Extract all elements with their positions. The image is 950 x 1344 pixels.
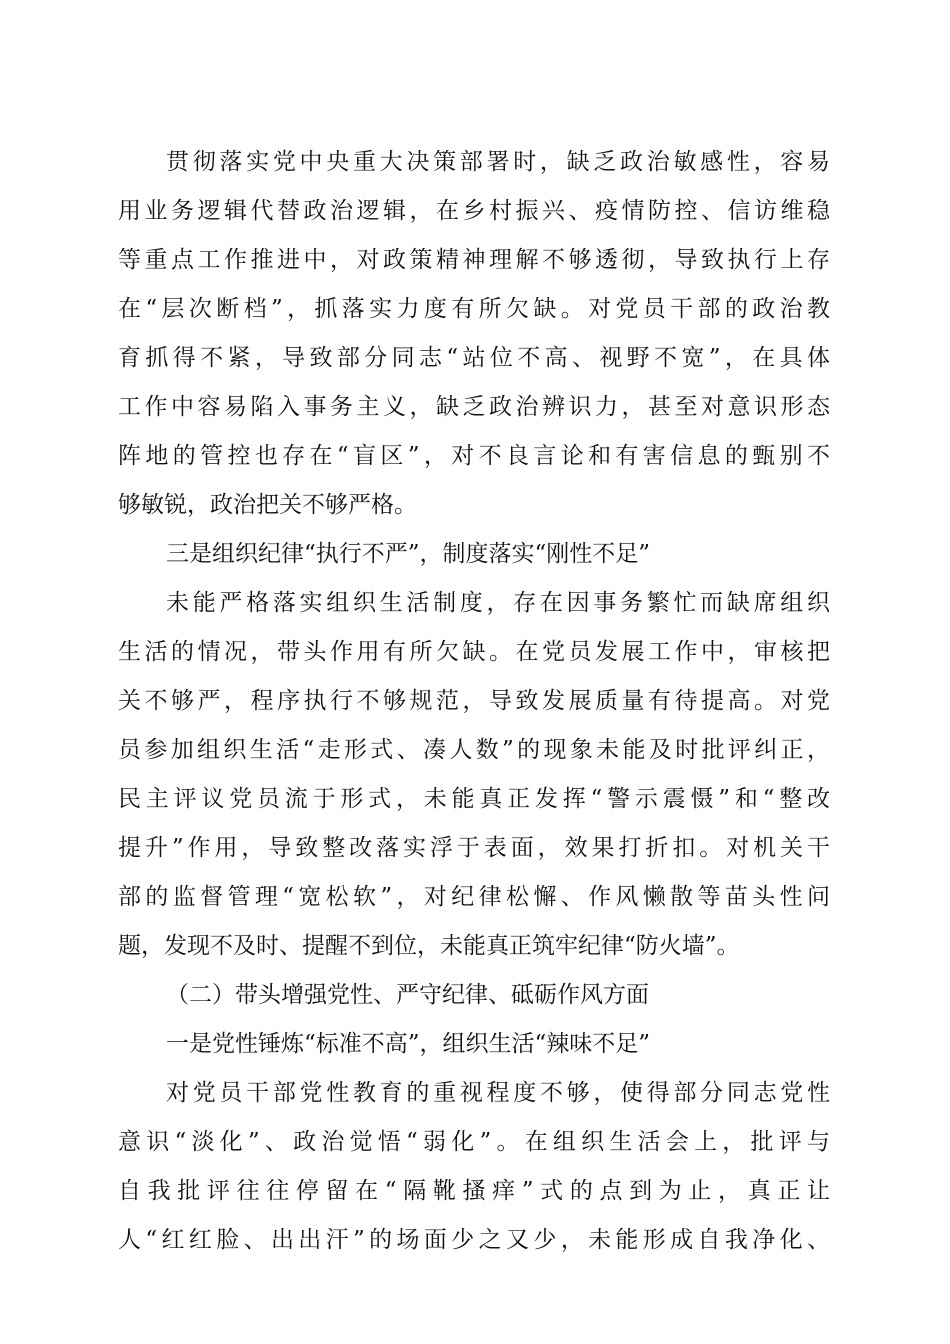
text-line: 三是组织纪律“执行不严”，制度落实“刚性不足” — [166, 541, 651, 567]
text-line: 阵地的管控也存在“盲区”，对不良言论和有害信息的甄别不 — [118, 443, 830, 469]
text-line: 在“层次断档”，抓落实力度有所欠缺。对党员干部的政治教 — [118, 296, 830, 322]
text-line: 民主评议党员流于形式，未能真正发挥“警示震慑”和“整改 — [118, 786, 830, 812]
text-line: 题，发现不及时、提醒不到位，未能真正筑牢纪律“防火墙”。 — [118, 933, 740, 959]
text-line: 用业务逻辑代替政治逻辑，在乡村振兴、疫情防控、信访维稳 — [118, 198, 830, 224]
text-line: 未能严格落实组织生活制度，存在因事务繁忙而缺席组织 — [166, 590, 830, 616]
text-line: 对党员干部党性教育的重视程度不够，使得部分同志党性 — [166, 1080, 830, 1106]
text-line: 够敏锐，政治把关不够严格。 — [118, 492, 417, 518]
section-heading — [118, 971, 830, 1020]
paragraph — [118, 138, 830, 530]
text-line: 员参加组织生活“走形式、凑人数”的现象未能及时批评纠正， — [118, 737, 830, 763]
text-line: 贯彻落实党中央重大决策部署时，缺乏政治敏感性，容易 — [166, 149, 830, 175]
text-line: 等重点工作推进中，对政策精神理解不够透彻，导致执行上存 — [118, 247, 830, 273]
text-line: 意识“淡化”、政治觉悟“弱化”。在组织生活会上，批评与 — [118, 1129, 830, 1155]
text-line: 工作中容易陷入事务主义，缺乏政治辨识力，甚至对意识形态 — [118, 394, 830, 420]
text-line: 提升”作用，导致整改落实浮于表面，效果打折扣。对机关干 — [118, 835, 830, 861]
text-line: 人“红红脸、出出汗”的场面少之又少，未能形成自我净化、 — [118, 1227, 830, 1253]
section-heading — [118, 530, 830, 579]
text-line: 育抓得不紧，导致部分同志“站位不高、视野不宽”，在具体 — [118, 345, 830, 371]
text-line: 生活的情况，带头作用有所欠缺。在党员发展工作中，审核把 — [118, 639, 830, 665]
text-line: 关不够严，程序执行不够规范，导致发展质量有待提高。对党 — [118, 688, 830, 714]
text-line: 部的监督管理“宽松软”，对纪律松懈、作风懒散等苗头性问 — [118, 884, 830, 910]
document-page — [118, 138, 830, 1265]
paragraph — [118, 579, 830, 971]
paragraph — [118, 1069, 830, 1265]
text-line: 一是党性锤炼“标准不高”，组织生活“辣味不足” — [166, 1031, 651, 1057]
text-line: 自我批评往往停留在“隔靴搔痒”式的点到为止，真正让 — [118, 1178, 830, 1204]
section-heading — [118, 1020, 830, 1069]
text-line: （二）带头增强党性、严守纪律、砥砺作风方面 — [166, 982, 649, 1008]
